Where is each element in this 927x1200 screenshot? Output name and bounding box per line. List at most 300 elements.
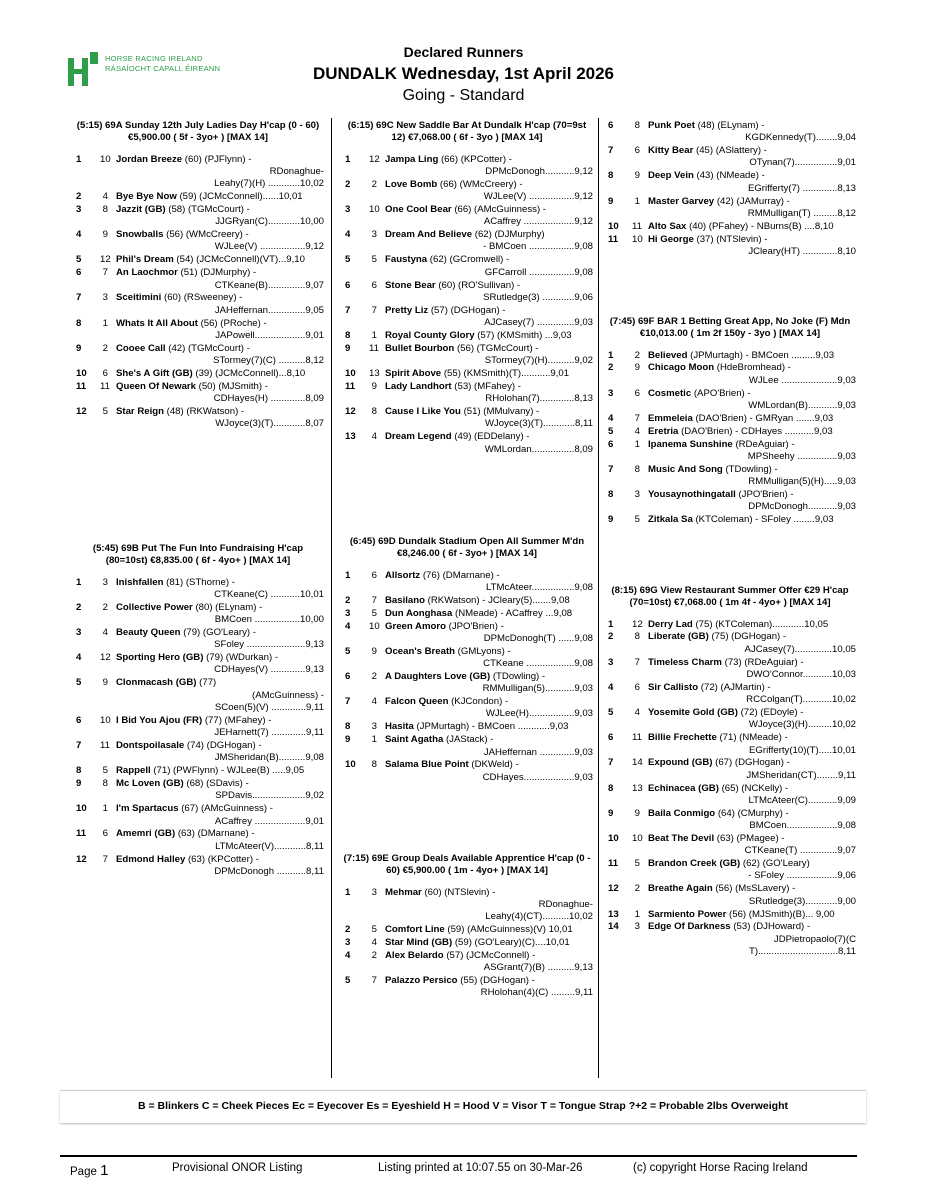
runner-jockey-line: DPMcDonogh ...........8,11 (214, 865, 324, 877)
horse-name: Inishfallen (116, 576, 164, 588)
runner-main-line (648, 657, 858, 669)
runner-details: (KJCondon) - (451, 696, 509, 708)
runner-main-line (116, 204, 326, 216)
runner-details: (RDeAguiar) - (735, 438, 795, 450)
page-indicator (70, 1162, 108, 1179)
runner-main-line (116, 652, 326, 664)
runner-row (70, 292, 326, 317)
runner-details: (68) (SDavis) - (186, 778, 249, 790)
runner-row (339, 280, 595, 305)
race-card (602, 585, 858, 959)
runner-details: (DAO'Brien) - CDHayes ...........9,03 (681, 425, 833, 437)
runner-details: (63) (KPCotter) - (187, 853, 259, 865)
runner-number: 6 (608, 120, 614, 131)
runner-details: (55) (KMSmith)(T)...........9,01 (443, 367, 570, 379)
runner-number: 7 (608, 145, 614, 157)
runner-number: 8 (608, 489, 614, 501)
runner-row (602, 619, 858, 631)
runner-number: 6 (608, 732, 614, 744)
runner-draw: 11 (100, 380, 110, 392)
page-number: 1 (100, 1162, 109, 1179)
runner-number: 11 (608, 858, 619, 870)
runner-number: 11 (76, 380, 87, 392)
runner-number: 6 (345, 670, 351, 682)
runner-row (602, 464, 858, 489)
column-divider (598, 118, 599, 1078)
runner-main-line (648, 921, 858, 933)
runner-draw: 6 (634, 145, 640, 157)
horse-name: Spirit Above (385, 367, 442, 379)
horse-name: Basilano (385, 594, 425, 606)
runner-draw: 4 (102, 191, 108, 203)
horse-name: Pretty Liz (385, 304, 429, 316)
horse-name: Beauty Queen (116, 626, 181, 638)
runner-main-line (385, 887, 595, 899)
horse-name: Comfort Line (385, 924, 445, 936)
runner-main-line (385, 154, 595, 166)
horse-name: Billie Frechette (648, 732, 717, 744)
runner-number: 11 (345, 380, 356, 392)
runner-draw: 13 (369, 367, 380, 379)
horse-name: Mehmar (385, 886, 422, 898)
runner-row (602, 883, 858, 908)
runner-row (70, 154, 326, 191)
runner-draw: 6 (634, 387, 640, 399)
horse-name: Queen Of Newark (116, 380, 196, 392)
runner-row (602, 514, 858, 526)
horse-name: Allsortz (385, 569, 421, 581)
runner-main-line (385, 381, 595, 393)
runner-jockey-line: RHolohan(4)(C) .........9,11 (480, 987, 593, 999)
horse-name: Jordan Breeze (116, 153, 183, 165)
runner-row (339, 343, 595, 368)
runner-jockey-line: RCColgan(T)...........10,02 (746, 694, 856, 706)
horse-name: Collective Power (116, 601, 193, 613)
runner-number: 9 (345, 734, 351, 746)
runner-row (339, 179, 595, 204)
runner-number: 10 (608, 220, 619, 232)
runner-number: 12 (76, 406, 87, 418)
runner-row (602, 426, 858, 438)
runner-draw: 2 (634, 883, 640, 895)
runner-number: 6 (76, 714, 82, 726)
runner-main-line (385, 646, 595, 658)
runner-jockey-line: LTMcAteer(C)...........9,09 (748, 794, 856, 806)
horse-name: An Laochmor (116, 267, 178, 279)
horse-name: She's A Gift (GB) (116, 367, 193, 379)
runner-row (70, 715, 326, 740)
runner-row (70, 602, 326, 627)
runner-draw: 2 (102, 601, 108, 613)
runner-jockey-line: RDonaghue- (269, 165, 324, 177)
runner-draw: 3 (371, 886, 377, 898)
runner-row (339, 154, 595, 179)
runner-row (339, 431, 595, 456)
race-title: (6:15) 69C New Saddle Bar At Dundalk H'cap (70=9st 12) €7,068.00 ( 6f - 3yo ) [MAX 14] (347, 120, 587, 144)
horse-name: Breathe Again (648, 883, 713, 895)
runner-details: (GMLyons) - (457, 645, 511, 657)
runner-details: (66) (WMcCreery) - (439, 178, 523, 190)
runner-draw: 11 (369, 342, 379, 354)
listing-label: Provisional ONOR Listing (172, 1162, 303, 1174)
runner-main-line (385, 280, 595, 292)
runner-main-line (385, 924, 595, 936)
runner-draw: 2 (371, 670, 377, 682)
runner-number: 2 (608, 631, 614, 643)
horse-name: Baila Conmigo (648, 807, 716, 819)
runner-draw: 10 (100, 714, 111, 726)
runner-number: 7 (76, 740, 82, 752)
horse-name: Bye Bye Now (116, 191, 177, 203)
runner-number: 14 (608, 921, 619, 933)
horse-name: A Daughters Love (GB) (385, 670, 491, 682)
horse-name: Dontspoilasale (116, 740, 185, 752)
runner-number: 13 (608, 908, 619, 920)
runner-main-line (116, 577, 326, 589)
runner-row (339, 305, 595, 330)
runner-draw: 1 (102, 317, 108, 329)
runner-main-line (648, 196, 858, 208)
runner-draw: 8 (102, 778, 108, 790)
runner-number: 12 (345, 406, 356, 418)
runner-details: (63) (PMagee) - (716, 832, 785, 844)
runner-details: (56) (MJSmith)(B)... 9,00 (729, 908, 835, 920)
horse-name: Mc Loven (GB) (116, 778, 184, 790)
horse-name: Green Amoro (385, 620, 446, 632)
runner-draw: 13 (632, 782, 643, 794)
runner-details: (60) (RO'Sullivan) - (438, 279, 521, 291)
runner-details: (57) (DGHogan) - (430, 304, 506, 316)
runner-number: 9 (76, 778, 82, 790)
runner-details: (DAO'Brien) - GMRyan .......9,03 (695, 412, 834, 424)
runner-draw: 8 (634, 120, 640, 131)
runner-jockey-line: EGrifferty(10)(T).....10,01 (749, 744, 856, 756)
runner-details: (66) (KPCotter) - (440, 153, 512, 165)
runner-details: (APO'Brien) - (693, 387, 751, 399)
runner-row (70, 677, 326, 714)
runner-main-line (648, 858, 858, 870)
runner-number: 8 (76, 765, 82, 777)
runner-draw: 9 (634, 807, 640, 819)
horse-name: Sir Callisto (648, 681, 699, 693)
runner-jockey-line: - BMCoen .................9,08 (483, 241, 593, 253)
runner-jockey-line: WJLee(V) .................9,12 (214, 241, 324, 253)
runner-jockey-line: RHolohan(7).............8,13 (485, 393, 593, 405)
runner-number: 4 (608, 681, 614, 693)
runner-number: 9 (608, 807, 614, 819)
runner-main-line (116, 154, 326, 166)
footer-rule (60, 1155, 857, 1157)
runner-jockey-line: GFCarroll .................9,08 (484, 266, 593, 278)
horse-name: Eretria (648, 425, 679, 437)
horse-name: Beat The Devil (648, 832, 715, 844)
runner-jockey-line: WJLee .....................9,03 (748, 374, 856, 386)
runner-details: (59) (AMcGuinness)(V) 10,01 (447, 924, 573, 936)
runner-draw: 5 (371, 254, 377, 266)
runner-details: (71) (PWFlynn) - WJLee(B) .....9,05 (153, 765, 305, 777)
runner-number: 8 (608, 170, 614, 182)
runner-details: (JPMurtagh) - BMCoen ............9,03 (416, 721, 569, 733)
runner-draw: 9 (102, 229, 108, 241)
runner-draw: 8 (634, 631, 640, 643)
race-card (339, 120, 595, 456)
runner-details: (59) (JCMcConnell)......10,01 (179, 191, 303, 203)
runner-details: (JPO'Brien) - (448, 620, 504, 632)
runner-row (339, 570, 595, 595)
runner-row (602, 439, 858, 464)
runner-row (339, 621, 595, 646)
runner-jockey-line: BMCoen .................10,00 (214, 614, 324, 626)
runner-number: 5 (76, 677, 82, 689)
horse-name: Yousaynothingatall (648, 489, 736, 501)
runner-jockey-line: DWO'Connor...........10,03 (746, 668, 856, 680)
runner-draw: 7 (634, 656, 640, 668)
runner-number: 12 (76, 853, 87, 865)
runner-draw: 2 (371, 178, 377, 190)
horse-name: Edmond Halley (116, 853, 186, 865)
runner-jockey-line: RMMulligan(5)...........9,03 (482, 683, 593, 695)
horse-name: Whats It All About (116, 317, 198, 329)
race-card (602, 316, 858, 527)
runner-row (70, 740, 326, 765)
runner-jockey-line: Leahy(4)(CT)..........10,02 (485, 911, 593, 923)
runner-main-line (648, 170, 858, 182)
runner-row (602, 657, 858, 682)
runner-draw: 11 (100, 740, 110, 752)
runner-number: 7 (345, 696, 351, 708)
runner-row (70, 381, 326, 406)
runner-draw: 3 (634, 489, 640, 501)
runner-main-line (648, 732, 858, 744)
runner-jockey-line: DPMcDonogh...........9,03 (748, 501, 856, 513)
runner-main-line (385, 950, 595, 962)
race-title: (6:45) 69D Dundalk Stadium Open All Summer M'dn €8,246.00 ( 6f - 3yo+ ) [MAX 14] (349, 536, 585, 560)
runner-details: (76) (DMarnane) - (422, 569, 500, 581)
runner-draw: 2 (371, 949, 377, 961)
runner-row (339, 381, 595, 406)
runner-main-line (116, 229, 326, 241)
runner-main-line (116, 191, 326, 203)
runner-row (602, 221, 858, 233)
runner-row (602, 757, 858, 782)
runner-row (339, 887, 595, 924)
runner-draw: 7 (371, 594, 377, 606)
horse-name: Dun Aonghasa (385, 607, 453, 619)
runner-number: 1 (345, 569, 351, 581)
runner-details: (67) (AMcGuinness) - (181, 803, 273, 815)
runner-number: 3 (608, 387, 614, 399)
runner-row (602, 413, 858, 425)
runner-jockey-line: SRutledge(3) ............9,06 (483, 291, 593, 303)
runner-draw: 5 (371, 924, 377, 936)
runner-main-line (385, 937, 595, 949)
horse-name: Love Bomb (385, 178, 438, 190)
runner-draw: 7 (102, 267, 108, 279)
horse-name: Saint Agatha (385, 734, 444, 746)
runner-details: (79) (GO'Leary) - (183, 626, 256, 638)
runner-main-line (385, 179, 595, 191)
runner-main-line (385, 406, 595, 418)
runner-jockey-line: RMMulligan(5)(H).....9,03 (748, 476, 856, 488)
runner-details: (74) (DGHogan) - (186, 740, 262, 752)
runner-main-line (385, 621, 595, 633)
runner-draw: 5 (371, 607, 377, 619)
runner-number: 11 (76, 828, 87, 840)
runner-number: 1 (608, 618, 614, 630)
runner-row (602, 631, 858, 656)
horse-name: Hi George (648, 233, 694, 245)
runner-jockey-line: JEHarnett(7) .............9,11 (214, 727, 324, 739)
runner-row (70, 854, 326, 879)
runner-number: 8 (76, 317, 82, 329)
race-card (339, 853, 595, 1000)
runner-main-line (116, 765, 326, 777)
runner-details: (50) (MJSmith) - (198, 380, 268, 392)
runner-number: 5 (345, 254, 351, 266)
runner-details: (45) (ASlattery) - (696, 145, 767, 157)
runner-details: (56) (WMcCreery) - (166, 229, 249, 241)
runner-jockey-line: ACaffrey ...................9,12 (483, 216, 593, 228)
runner-draw: 4 (371, 936, 377, 948)
runner-details: (40) (PFahey) - NBurns(B) ....8,10 (689, 220, 834, 232)
runner-main-line (648, 909, 858, 921)
race-card (339, 536, 595, 785)
runner-details: (49) (EDDelany) - (454, 431, 530, 443)
horse-name: Star Mind (GB) (385, 936, 453, 948)
runner-number: 7 (345, 304, 351, 316)
runner-main-line (116, 368, 326, 380)
runner-row (602, 707, 858, 732)
runner-draw: 5 (634, 514, 640, 526)
runner-jockey-line: AJCasey(7)..............10,05 (744, 643, 856, 655)
runner-main-line (648, 883, 858, 895)
runner-jockey-line: CDHayes(H) .............8,09 (213, 393, 324, 405)
race-card (70, 543, 326, 879)
runner-details: (62) (GO'Leary) (742, 858, 810, 870)
runner-main-line (648, 234, 858, 246)
runner-draw: 6 (371, 279, 377, 291)
runner-main-line (116, 627, 326, 639)
runner-draw: 3 (634, 921, 640, 933)
runner-row (70, 368, 326, 380)
runner-number: 2 (76, 191, 82, 203)
runner-details: (80) (ELynam) - (195, 601, 263, 613)
runner-jockey-line: JAHeffernan .............9,03 (483, 746, 593, 758)
runner-main-line (385, 368, 595, 380)
horse-name: Stone Bear (385, 279, 436, 291)
runner-main-line (385, 608, 595, 620)
runner-main-line (385, 229, 595, 241)
runner-draw: 5 (102, 765, 108, 777)
runner-jockey-line: LTMcAteer................9,08 (486, 581, 593, 593)
runner-draw: 6 (102, 828, 108, 840)
runner-jockey-line: (AMcGuinness) - (252, 689, 324, 701)
runner-number: 9 (608, 514, 614, 526)
runner-jockey-line: JMSheridan(B)..........9,08 (214, 752, 324, 764)
horse-name: Cooee Call (116, 342, 166, 354)
horse-name: Sceitimini (116, 292, 162, 304)
runner-row (602, 120, 858, 145)
runner-row (602, 362, 858, 387)
runner-jockey-line: LTMcAteer(V)............8,11 (215, 840, 324, 852)
runner-jockey-line: JDPietropaolo(7)(C (773, 933, 856, 945)
runner-draw: 3 (371, 229, 377, 241)
runner-row (602, 783, 858, 808)
runner-draw: 5 (634, 858, 640, 870)
runner-row (70, 577, 326, 602)
runner-row (339, 204, 595, 229)
runner-details: (62) (DJMurphy) (474, 229, 545, 241)
runner-details: (DKWeld) - (471, 759, 519, 771)
runner-draw: 12 (100, 254, 111, 266)
runner-draw: 1 (102, 803, 108, 815)
runner-jockey-line: - SFoley ...................9,06 (748, 870, 856, 882)
runner-main-line (385, 254, 595, 266)
runner-main-line (385, 570, 595, 582)
runner-number: 9 (76, 342, 82, 354)
runner-main-line (648, 362, 858, 374)
runner-jockey-line: ACaffrey ...................9,01 (214, 815, 324, 827)
runner-main-line (385, 671, 595, 683)
runner-details: (56) (TGMcCourt) - (456, 342, 539, 354)
runner-row (70, 627, 326, 652)
page-label: Page (70, 1166, 97, 1178)
horse-name: Kitty Bear (648, 145, 694, 157)
runner-draw: 1 (634, 438, 640, 450)
runner-details: (TDowling) - (725, 463, 778, 475)
runner-main-line (648, 682, 858, 694)
runner-row (602, 388, 858, 413)
runner-row (339, 950, 595, 975)
horse-name: Deep Vein (648, 170, 694, 182)
horse-name: Star Reign (116, 406, 164, 418)
runner-row (339, 975, 595, 1000)
runner-jockey-line: RDonaghue- (538, 898, 593, 910)
runner-jockey-line: CTKeane(T) ..............9,07 (744, 845, 856, 857)
runner-row (339, 759, 595, 784)
runner-main-line (116, 778, 326, 790)
runner-jockey-line: CTKeane(B)..............9,07 (214, 279, 324, 291)
runner-main-line (385, 204, 595, 216)
runner-jockey-line: OTynan(7)................9,01 (749, 157, 856, 169)
runner-jockey-line: WJLee(H).................9,03 (485, 708, 593, 720)
runner-number: 2 (345, 594, 351, 606)
column-divider (331, 118, 332, 1078)
horse-name: Lady Landhort (385, 380, 452, 392)
runner-draw: 6 (102, 367, 108, 379)
runner-row (70, 318, 326, 343)
runner-details: (65) (NCKelly) - (721, 782, 789, 794)
runner-number: 4 (608, 412, 614, 424)
runner-number: 3 (345, 607, 351, 619)
runner-number: 6 (345, 279, 351, 291)
runner-draw: 7 (102, 853, 108, 865)
runner-main-line (116, 854, 326, 866)
runner-details: (72) (EDoyle) - (740, 707, 804, 719)
runner-draw: 1 (371, 734, 377, 746)
horse-name: Bullet Bourbon (385, 342, 455, 354)
runner-row (339, 721, 595, 733)
runner-number: 13 (345, 431, 356, 443)
runner-draw: 9 (634, 362, 640, 374)
runner-main-line (648, 464, 858, 476)
runner-draw: 4 (634, 425, 640, 437)
runner-main-line (648, 413, 858, 425)
horse-name: Rappell (116, 765, 151, 777)
runner-details: (58) (TGMcCourt) - (168, 203, 250, 215)
meeting-title: DUNDALK Wednesday, 1st April 2026 (312, 64, 615, 83)
runner-number: 10 (76, 367, 87, 379)
